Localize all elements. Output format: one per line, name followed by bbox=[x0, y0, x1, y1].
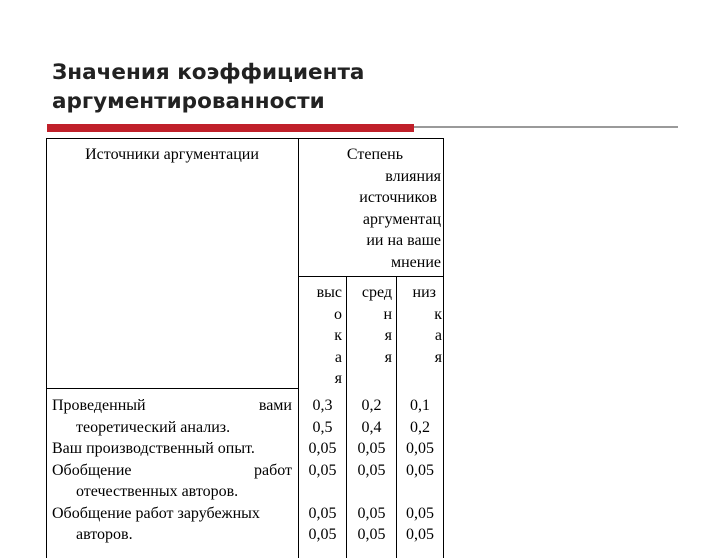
header-degree-line: ии на ваше bbox=[366, 232, 441, 249]
header-degree-line: аргументац bbox=[362, 210, 441, 228]
header-degree-line: источников bbox=[359, 189, 437, 206]
subheader-low-line: а bbox=[434, 327, 442, 344]
subheader-high-line: выс bbox=[316, 284, 342, 301]
value-column-low bbox=[397, 395, 443, 546]
source-text: Проведенный bbox=[52, 397, 146, 414]
subheader-mid-line: сред bbox=[361, 284, 392, 301]
value-column-mid bbox=[347, 395, 396, 546]
value-cell: 0,05 bbox=[308, 504, 337, 522]
spacer bbox=[299, 481, 346, 503]
table-row bbox=[52, 460, 292, 482]
value-cell: 0,4 bbox=[361, 418, 382, 436]
subheader-high-line: я bbox=[334, 370, 342, 387]
subheader-mid bbox=[350, 282, 392, 368]
value-cell: 0,05 bbox=[406, 440, 434, 457]
source-text: теоретический анализ. bbox=[76, 418, 231, 436]
title-line-2: аргументированности bbox=[52, 89, 325, 114]
source-cell bbox=[52, 395, 292, 546]
header-bottom-border bbox=[46, 388, 298, 389]
value-cell: 0,05 bbox=[406, 526, 434, 543]
header-degree-line: Степень bbox=[346, 146, 403, 163]
table-top-border bbox=[46, 138, 444, 139]
degree-subheader-border bbox=[298, 276, 444, 277]
value-cell: 0,05 bbox=[357, 526, 386, 543]
value-cell: 0,05 bbox=[357, 461, 386, 479]
value-cell: 0,05 bbox=[357, 504, 386, 522]
value-cell: 0,05 bbox=[406, 461, 434, 479]
value-cell: 0,05 bbox=[308, 526, 337, 543]
subheader-low-line: низ bbox=[412, 284, 436, 301]
subheader-mid-line: я bbox=[384, 348, 392, 366]
source-text: авторов. bbox=[76, 526, 133, 543]
subheader-high-line: а bbox=[334, 348, 342, 366]
slide-title bbox=[52, 58, 672, 116]
value-column-high bbox=[299, 395, 346, 546]
title-underline-rule bbox=[414, 126, 678, 128]
subheader-mid-line: я bbox=[384, 327, 392, 344]
value-cell: 0,1 bbox=[410, 397, 430, 414]
value-cell: 0,05 bbox=[406, 504, 434, 522]
spacer bbox=[397, 481, 443, 503]
coefficient-table bbox=[46, 138, 444, 558]
value-cell: 0,3 bbox=[312, 397, 333, 414]
source-text: работ bbox=[253, 461, 292, 479]
header-degree-line: мнение bbox=[390, 253, 441, 271]
subheader-high-line: к bbox=[334, 327, 342, 344]
subheader-low-line: к bbox=[434, 305, 442, 323]
value-cell: 0,05 bbox=[308, 461, 337, 479]
table-left-border bbox=[46, 138, 47, 558]
source-text: Ваш производственный опыт. bbox=[52, 440, 255, 457]
value-cell: 0,2 bbox=[410, 418, 430, 436]
subheader-low bbox=[400, 282, 442, 368]
header-degree bbox=[304, 144, 441, 273]
source-text: вами bbox=[258, 397, 292, 414]
value-cell: 0,05 bbox=[308, 440, 337, 457]
subheader-high-line: о bbox=[334, 305, 342, 323]
table-row bbox=[52, 395, 292, 417]
source-text: Обобщение bbox=[52, 461, 132, 479]
header-degree-line: влияния bbox=[385, 167, 441, 185]
title-underline-accent bbox=[47, 124, 414, 132]
source-text: отечественных авторов. bbox=[76, 483, 239, 500]
source-text: Обобщение работ зарубежных bbox=[52, 504, 260, 522]
title-line-1: Значения коэффициента bbox=[52, 60, 365, 85]
subheader-mid-line: н bbox=[383, 305, 392, 323]
header-sources: Источники аргументации bbox=[85, 146, 259, 163]
subheader-low-line: я bbox=[434, 348, 442, 366]
value-cell: 0,2 bbox=[361, 397, 382, 414]
spacer bbox=[347, 481, 396, 503]
value-cell: 0,5 bbox=[312, 418, 333, 436]
value-cell: 0,05 bbox=[357, 440, 386, 457]
table-right-border bbox=[443, 138, 444, 558]
subheader-high bbox=[304, 282, 342, 390]
